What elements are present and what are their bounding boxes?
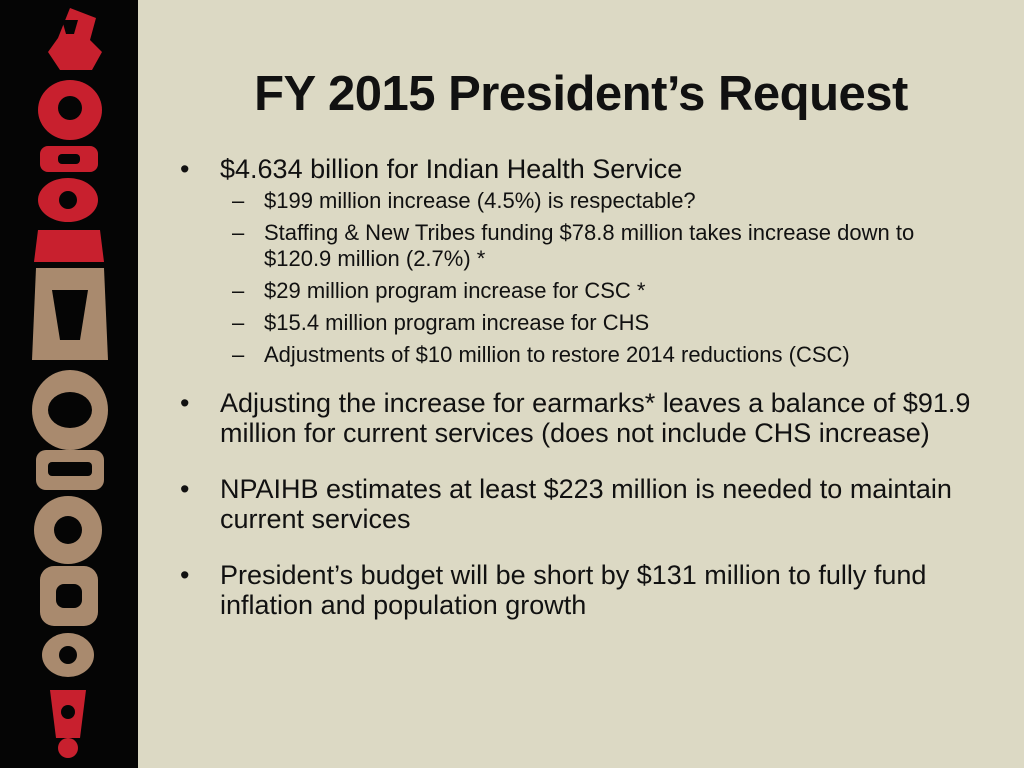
sub-item xyxy=(180,310,980,336)
sub-item xyxy=(180,278,980,304)
bullet-item xyxy=(180,388,980,448)
bullet-dot-icon: • xyxy=(180,560,190,590)
bullet-text: $4.634 billion for Indian Health Service xyxy=(220,154,683,184)
dash-icon: – xyxy=(232,310,245,335)
dash-icon: – xyxy=(232,342,245,367)
bullet-text: Adjusting the increase for earmarks* leaves a balance of $91.9 million for current services (does not include CHS increase) xyxy=(220,388,971,448)
bullet-dot-icon: • xyxy=(180,388,190,418)
bullet-text: NPAIHB estimates at least $223 million is needed to maintain current services xyxy=(220,474,952,534)
bullet-dot-icon: • xyxy=(180,154,190,184)
totem-art-icon xyxy=(0,0,138,768)
slide-title: FY 2015 President’s Request xyxy=(254,67,908,121)
sub-item-text: $199 million increase (4.5%) is respectable? xyxy=(264,188,696,213)
sub-item xyxy=(180,220,980,272)
sub-list xyxy=(180,188,980,368)
sub-item-text: $15.4 million program increase for CHS xyxy=(264,310,650,335)
bullet-text: President’s budget will be short by $131 million to fully fund inflation and population growth xyxy=(220,560,927,620)
totem-sidebar xyxy=(0,0,138,768)
sub-item-text: $29 million program increase for CSC * xyxy=(264,278,646,303)
bullet-dot-icon: • xyxy=(180,474,190,504)
dash-icon: – xyxy=(232,278,245,303)
slide-content xyxy=(180,154,980,620)
bullet-item xyxy=(180,474,980,534)
sub-item xyxy=(180,188,980,214)
bullet-item xyxy=(180,154,980,184)
bullet-item xyxy=(180,560,980,620)
dash-icon: – xyxy=(232,188,245,213)
sub-item-text: Adjustments of $10 million to restore 2014 reductions (CSC) xyxy=(264,342,850,367)
sub-item-text: Staffing & New Tribes funding $78.8 million takes increase down to $120.9 million (2.7%) * xyxy=(264,220,915,271)
dash-icon: – xyxy=(232,220,245,245)
sub-item xyxy=(180,342,980,368)
